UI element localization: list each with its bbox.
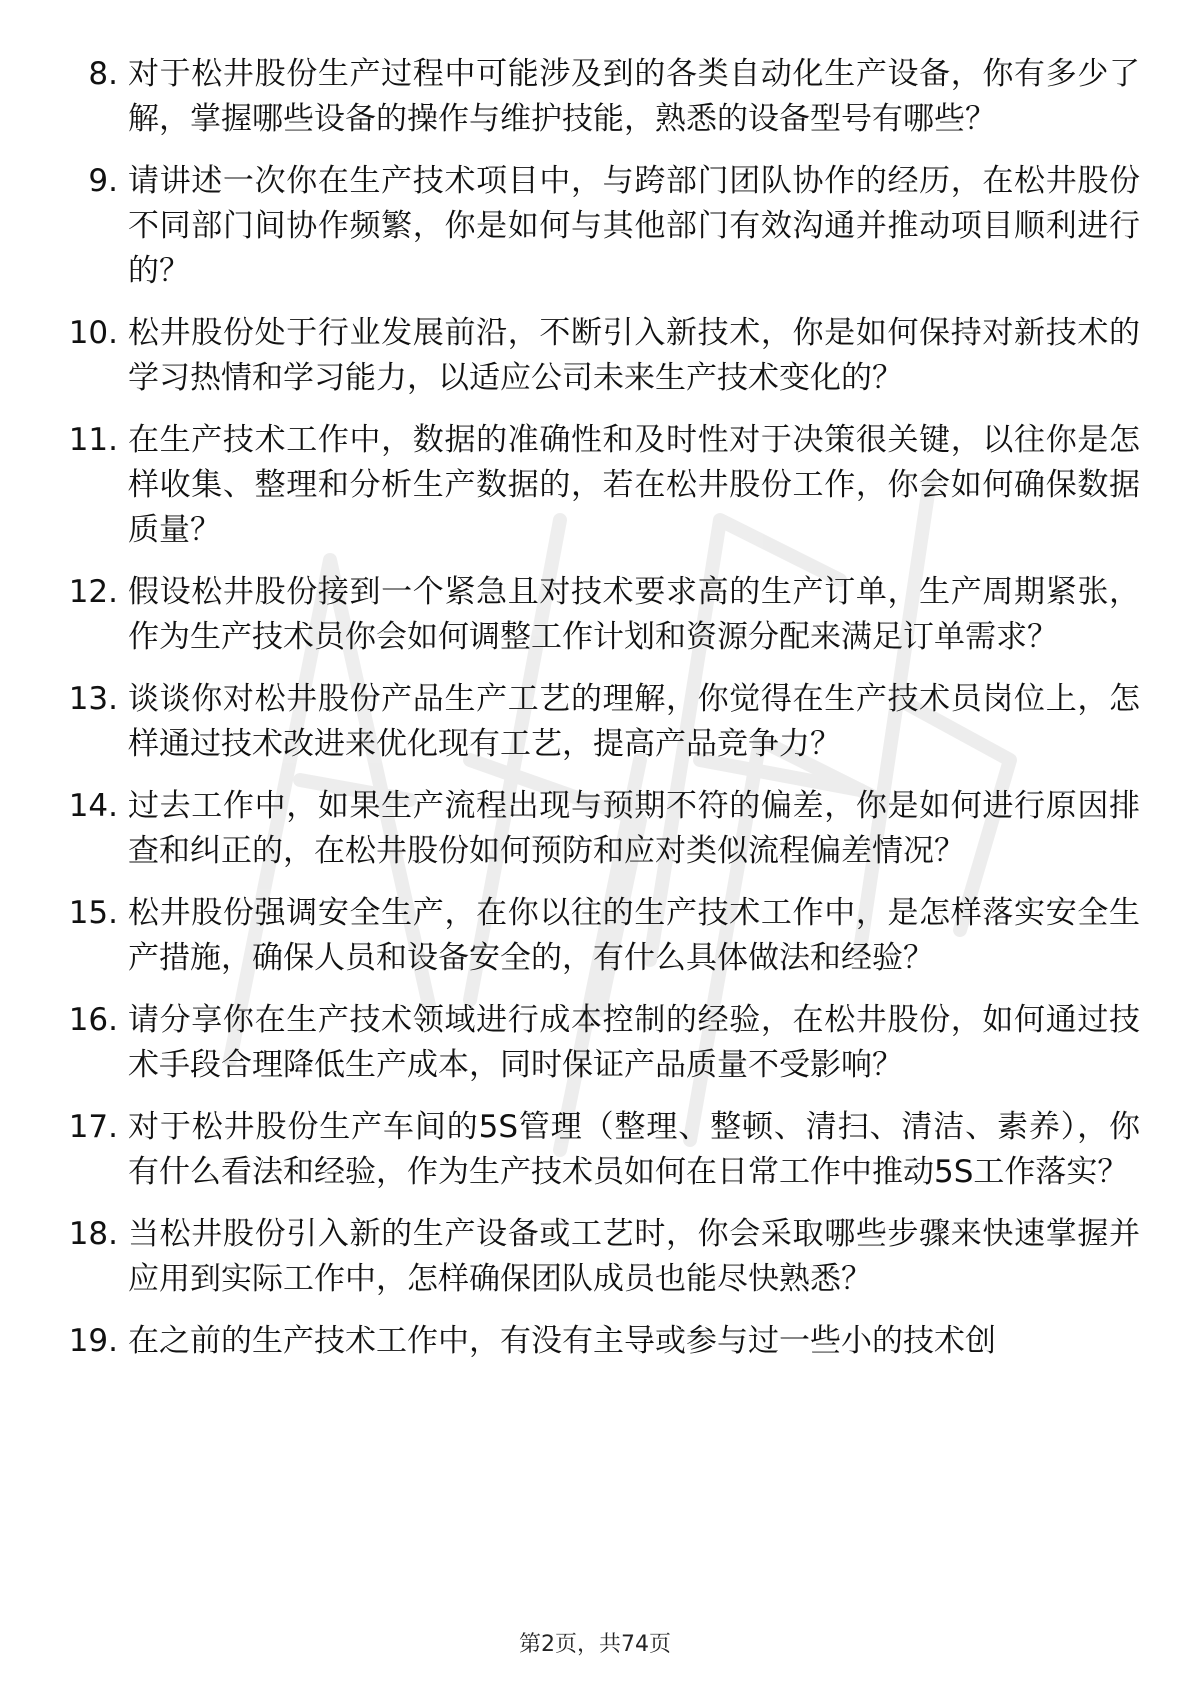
question-number: 15. <box>68 895 118 931</box>
question-text: 在生产技术工作中，数据的准确性和及时性对于决策很关键，以往你是怎样收集、整理和分析生产数据的，若在松井股份工作，你会如何确保数据质量？ <box>128 422 1140 548</box>
question-number: 11. <box>68 422 118 458</box>
list-item <box>60 52 1140 142</box>
list-item <box>60 891 1140 981</box>
question-number: 10. <box>68 315 118 351</box>
page-number-footer: 第2页，共74页 <box>519 1632 671 1657</box>
list-item <box>60 311 1140 401</box>
question-text: 当松井股份引入新的生产设备或工艺时，你会采取哪些步骤来快速掌握并应用到实际工作中，怎样确保团队成员也能尽快熟悉？ <box>128 1216 1140 1297</box>
question-list <box>60 52 1140 1381</box>
list-item <box>60 677 1140 767</box>
question-number: 19. <box>68 1323 118 1359</box>
question-text: 在之前的生产技术工作中，有没有主导或参与过一些小的技术创 <box>128 1323 996 1359</box>
question-number: 8. <box>88 56 118 92</box>
question-text: 松井股份强调安全生产，在你以往的生产技术工作中，是怎样落实安全生产措施，确保人员和设备安全的，有什么具体做法和经验？ <box>128 895 1140 976</box>
list-item <box>60 159 1140 294</box>
question-number: 14. <box>68 788 118 824</box>
list-item <box>60 1212 1140 1302</box>
list-item <box>60 998 1140 1088</box>
list-item <box>60 1319 1140 1364</box>
question-number: 16. <box>68 1002 118 1038</box>
list-item <box>60 1105 1140 1195</box>
question-number: 12. <box>68 574 118 610</box>
question-text: 对于松井股份生产过程中可能涉及到的各类自动化生产设备，你有多少了解，掌握哪些设备的操作与维护技能，熟悉的设备型号有哪些？ <box>128 56 1140 137</box>
list-item <box>60 784 1140 874</box>
question-number: 17. <box>68 1109 118 1145</box>
question-number: 18. <box>68 1216 118 1252</box>
question-text: 请分享你在生产技术领域进行成本控制的经验，在松井股份，如何通过技术手段合理降低生产成本，同时保证产品质量不受影响？ <box>128 1002 1140 1083</box>
list-item <box>60 570 1140 660</box>
question-text: 过去工作中，如果生产流程出现与预期不符的偏差，你是如何进行原因排查和纠正的，在松井股份如何预防和应对类似流程偏差情况？ <box>128 788 1140 869</box>
question-number: 9. <box>88 163 118 199</box>
question-text: 松井股份处于行业发展前沿，不断引入新技术，你是如何保持对新技术的学习热情和学习能力，以适应公司未来生产技术变化的？ <box>128 315 1140 396</box>
question-text: 谈谈你对松井股份产品生产工艺的理解，你觉得在生产技术员岗位上，怎样通过技术改进来优化现有工艺，提高产品竞争力？ <box>128 681 1140 762</box>
list-item <box>60 418 1140 553</box>
question-text: 对于松井股份生产车间的5S管理（整理、整顿、清扫、清洁、素养），你有什么看法和经验，作为生产技术员如何在日常工作中推动5S工作落实？ <box>128 1109 1140 1190</box>
question-number: 13. <box>68 681 118 717</box>
question-text: 请讲述一次你在生产技术项目中，与跨部门团队协作的经历，在松井股份不同部门间协作频繁，你是如何与其他部门有效沟通并推动项目顺利进行的？ <box>128 163 1140 289</box>
question-text: 假设松井股份接到一个紧急且对技术要求高的生产订单，生产周期紧张，作为生产技术员你会如何调整工作计划和资源分配来满足订单需求？ <box>128 574 1140 655</box>
